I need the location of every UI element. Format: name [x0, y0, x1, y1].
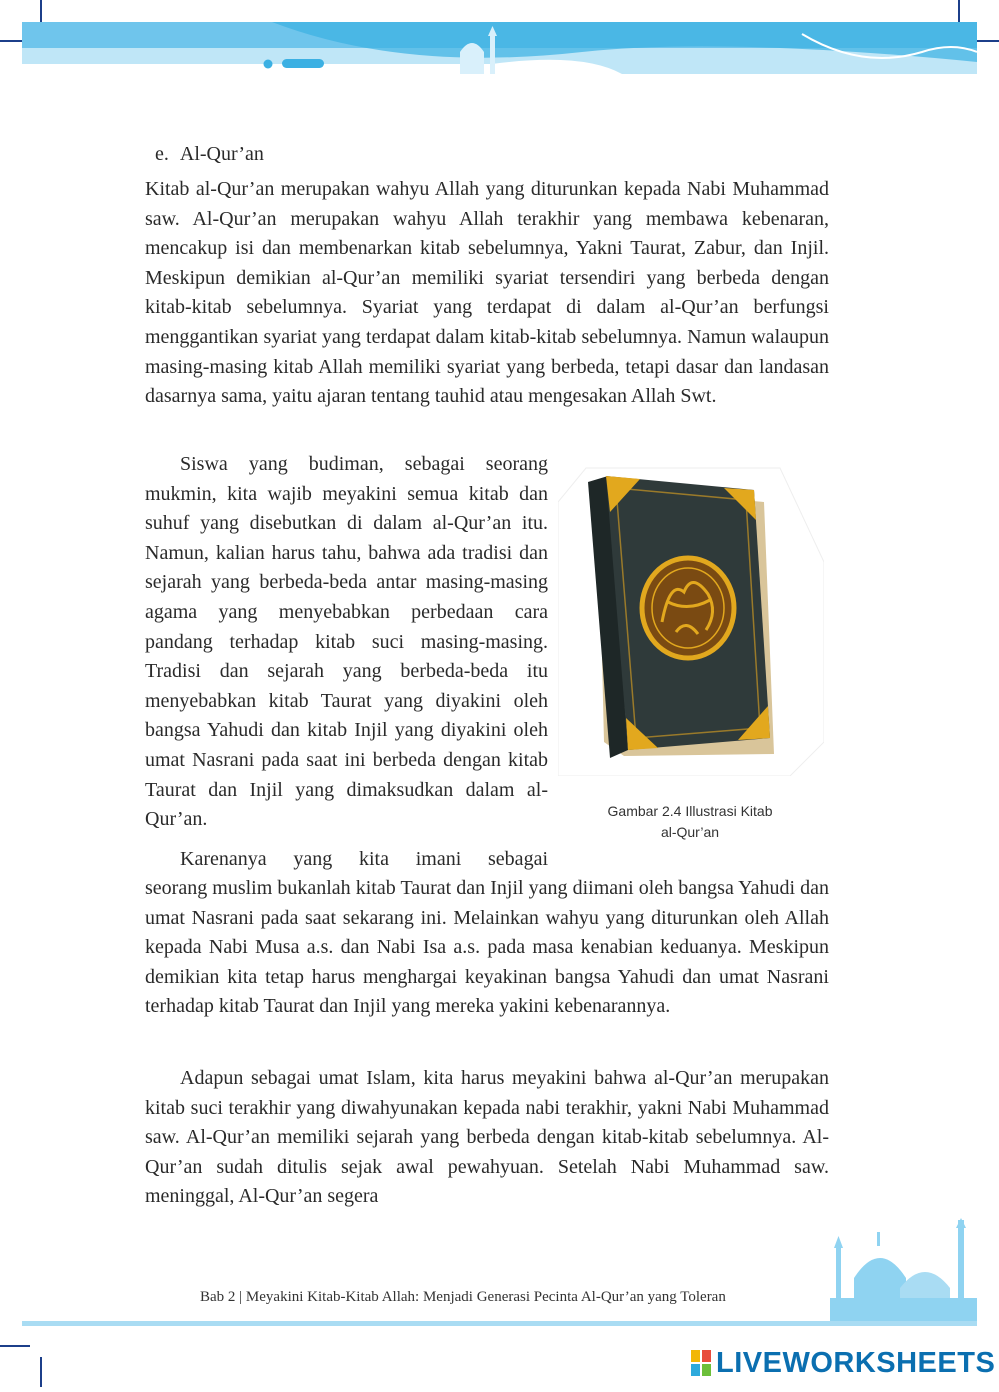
- crop-mark: [40, 1357, 42, 1387]
- paragraph-adapun: Adapun sebagai umat Islam, kita harus meyakini bahwa al-Qur’an merupakan kitab suci terakhir yang diwahyunakan kepada nabi terakhir, yakni Nabi Muhammad saw. Al-Qur’an memiliki sejarah yang berbeda dengan kitab-kitab sebelumnya. Al-Qur’an sudah ditulis sejak awal pewahyuan. Setelah Nabi Muhammad saw. meninggal, Al-Qur’an segera: [145, 1067, 829, 1208]
- footer-divider: [22, 1321, 977, 1326]
- paragraph-intro: Kitab al-Qur’an merupakan wahyu Allah yang diturunkan kepada Nabi Muhammad saw. Al-Qur’an merupakan wahyu Allah terakhir yang membawa kebenaran, mencakup isi dan membenarkan kitab sebelumnya, Yakni Taurat, Zabur, dan Injil. Meskipun demikian al-Qur’an memiliki syariat tersendiri yang berbeda dengan kitab-kitab sebelumnya. Syariat yang terdapat di dalam al-Qur’an berfungsi menggantikan syariat yang terdapat dalam kitab-kitab sebelumnya. Namun walaupun masing-masing kitab Allah memiliki syariat yang berbeda, tetapi dasar dan landasan dasarnya sama, yaitu ajaran tentang tauhid atau mengesakan Allah Swt.: [145, 178, 829, 408]
- section-title: Al-Qur’an: [179, 143, 264, 165]
- watermark-text: LIVEWORKSHEETS: [716, 1347, 996, 1379]
- header-decoration: [22, 22, 977, 74]
- section-heading: [155, 143, 264, 166]
- caption-line: al-Qur’an: [660, 824, 720, 840]
- paragraph-mukmin: Siswa yang budiman, sebagai seorang mukmin, kita wajib meyakini semua kitab dan suhuf yang disebutkan di dalam al-Qur’an itu. Namun, kalian harus tahu, bahwa ada tradisi dan sejarah yang berbeda-beda antar masing-masing agama yang menyebabkan perbedaan cara pandang terhadap kitab suci masing-masing. Tradisi dan sejarah yang berbeda-beda itu menyebabkan kitab Taurat yang diyakini oleh bangsa Yahudi dan kitab Injil yang diyakini oleh umat Nasrani pada saat ini berbeda dengan kitab Taurat dan Injil yang dimaksudkan dalam al-Qur’an.: [145, 453, 548, 831]
- paragraph-karenanya: seorang muslim bukanlah kitab Taurat dan Injil yang diimani oleh bangsa Yahudi dan umat Nasrani pada saat sekarang ini. Melainkan wahyu yang diturunkan oleh Allah kepada Nabi Musa a.s. dan Nabi Isa a.s. pada masa kenabian keduanya. Meskipun demikian kita tetap harus menghargai keyakinan bangsa Yahudi dan umat Nasrani terhadap kitab Taurat dan Injil yang mereka yakini kebenarannya.: [145, 877, 829, 1018]
- crop-mark: [0, 1345, 30, 1347]
- figure-caption: [590, 801, 790, 843]
- footer-chapter-title: Bab 2 | Meyakini Kitab-Kitab Allah: Menjadi Generasi Pecinta Al-Qur’an yang Toleran: [200, 1289, 726, 1305]
- quran-book-icon: [558, 462, 824, 776]
- section-marker: e.: [155, 143, 169, 165]
- paragraph-karenanya-start: Karenanya yang kita imani sebagai: [180, 848, 548, 870]
- mosque-silhouette-icon: [830, 1218, 977, 1323]
- liveworksheets-logo-icon: [691, 1350, 711, 1376]
- caption-line: Gambar 2.4 Illustrasi Kitab: [607, 803, 773, 819]
